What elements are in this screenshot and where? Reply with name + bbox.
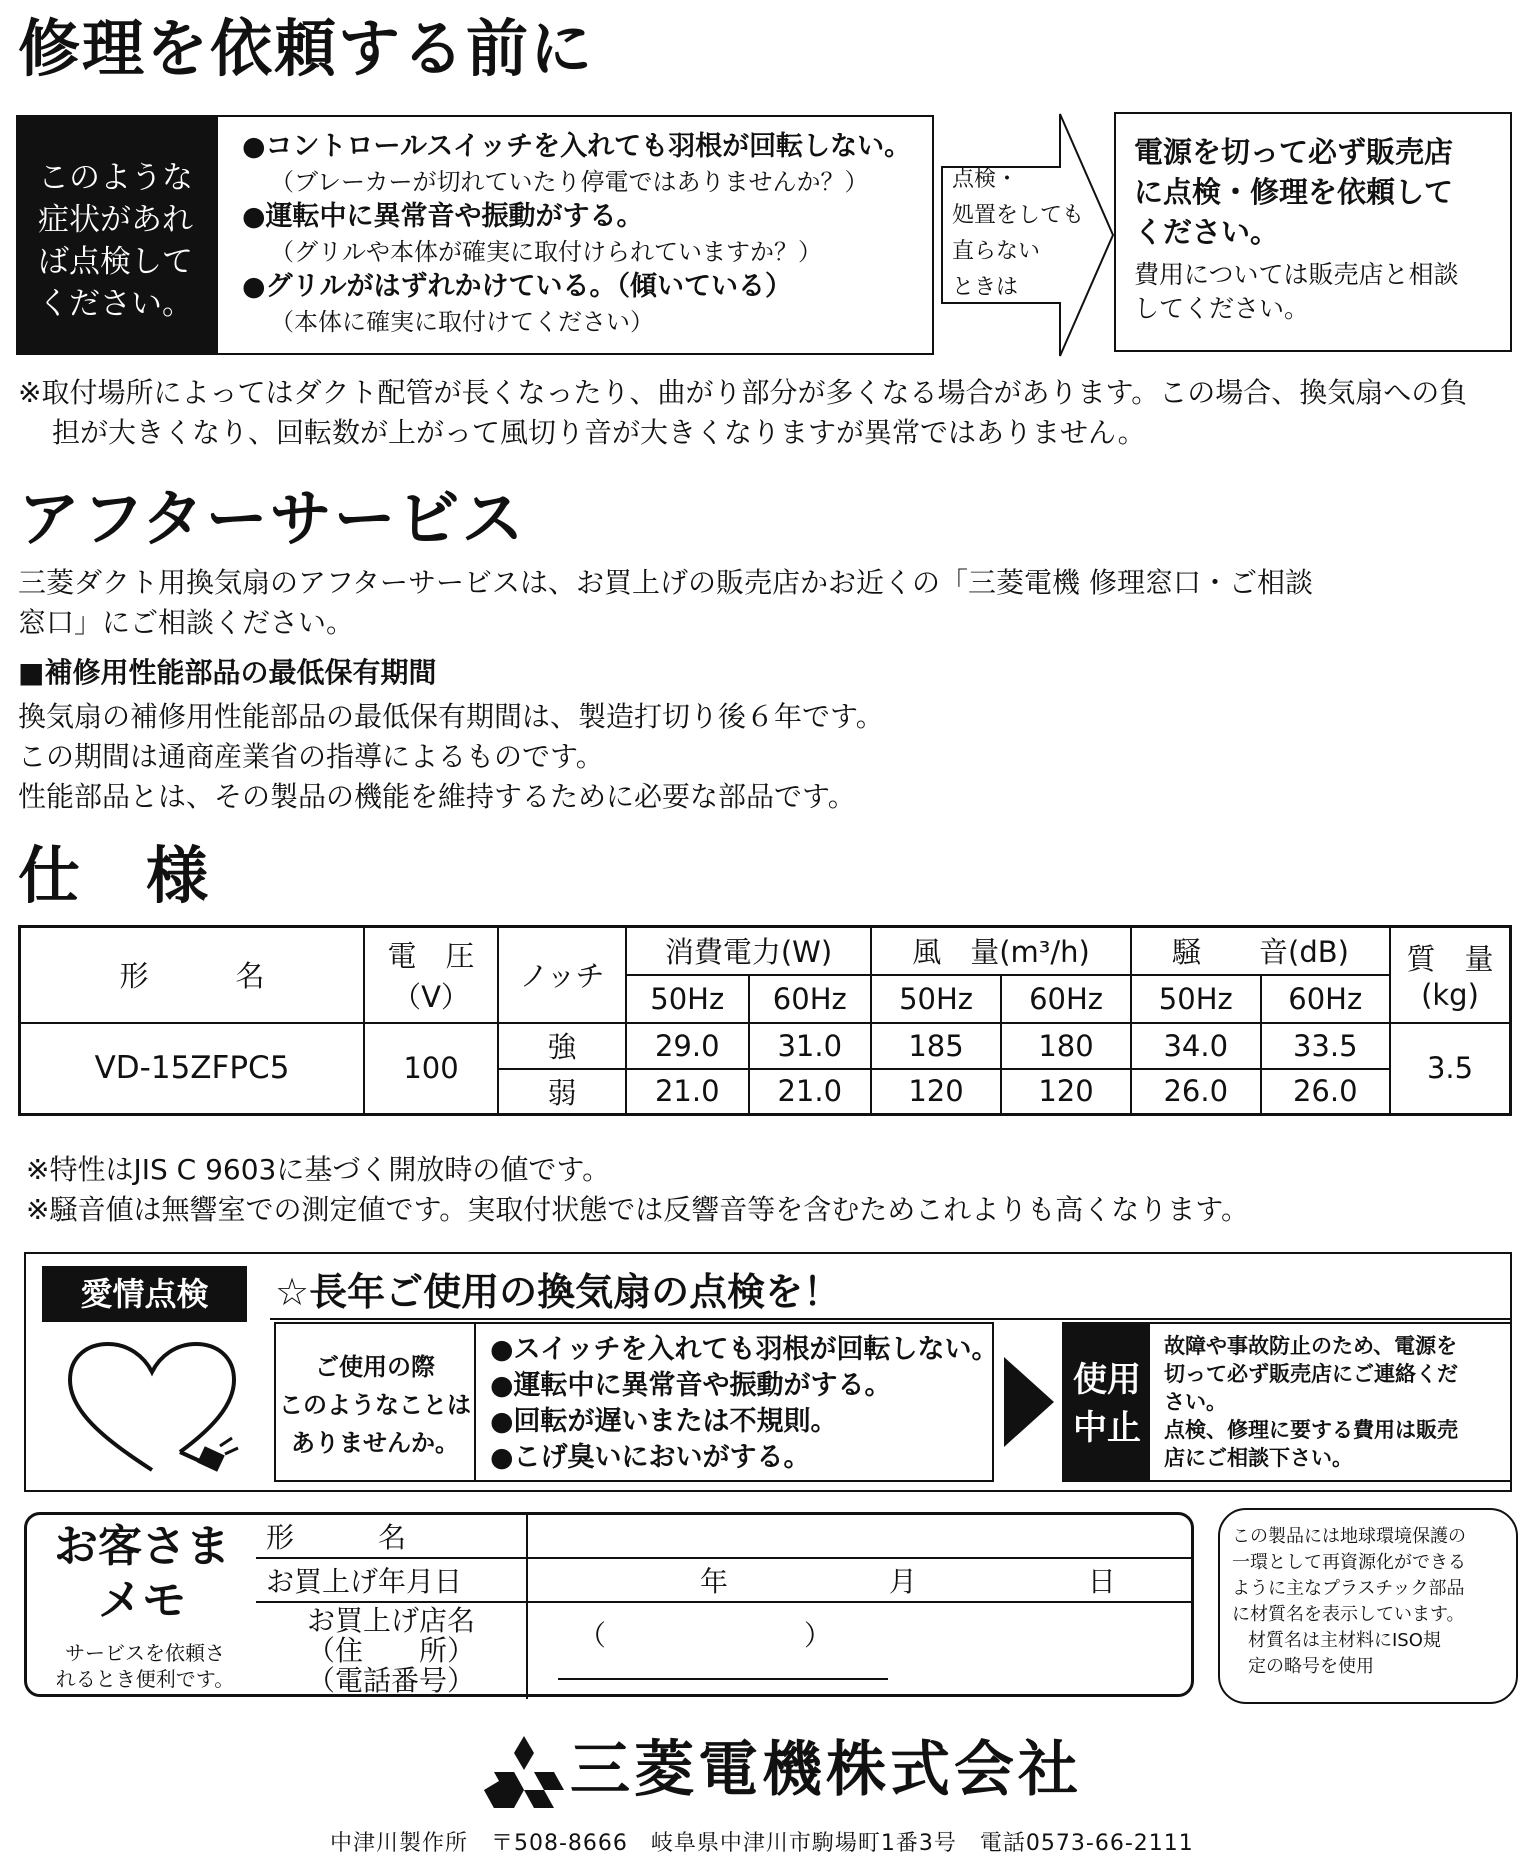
power50-cell: 29.0 bbox=[626, 1023, 749, 1069]
noise60-cell: 33.5 bbox=[1261, 1023, 1391, 1069]
power60-cell: 21.0 bbox=[749, 1069, 872, 1115]
factory-address: 中津川製作所 〒508-8666 岐阜県中津川市駒場町1番3号 電話0573-66-2111 bbox=[330, 1831, 1194, 1856]
spec-notes: ※特性はJIS C 9603に基づく開放時の値です。 ※騒音値は無響室での測定値です。実取付状態では反響音等を含むためこれよりも高くなります。 bbox=[26, 1153, 1249, 1226]
voltage-cell: 100 bbox=[364, 1023, 498, 1115]
list-item: ●回転が遅いまたは不規則。 bbox=[490, 1406, 838, 1437]
header-noise: 騒 音(dB) bbox=[1131, 927, 1390, 975]
symptom-box bbox=[16, 115, 934, 355]
check-items-box bbox=[274, 1322, 999, 1482]
air50-cell: 185 bbox=[871, 1023, 1001, 1069]
header-hz60: 60Hz bbox=[749, 975, 872, 1023]
model-cell: VD-15ZFPC5 bbox=[20, 1023, 365, 1115]
check-question: ご使用の際 このようなことは ありませんか。 bbox=[276, 1324, 476, 1480]
section-title-after-service: アフターサービス bbox=[18, 482, 526, 555]
list-item: ●こげ臭いにおいがする。 bbox=[490, 1442, 811, 1473]
section-title-repair: 修理を依頼する前に bbox=[18, 12, 595, 85]
header-hz60: 60Hz bbox=[1261, 975, 1391, 1023]
memo-form bbox=[256, 1515, 1191, 1699]
symptom-list bbox=[242, 129, 932, 339]
header-voltage: 電 圧 （V） bbox=[364, 927, 498, 1023]
company-logo-icon bbox=[484, 1736, 564, 1808]
symptom-item: ●グリルがはずれかけている。（傾いている） bbox=[242, 271, 793, 302]
inspection-title: ☆長年ご使用の換気扇の点検を！ bbox=[275, 1270, 842, 1314]
stop-use-text: 故障や事故防止のため、電源を 切って必ず販売店にご連絡くだ さい。 点検、修理に要する費用は販売 店にご相談下さい。 bbox=[1164, 1334, 1458, 1470]
header-weight: 質 量 (kg) bbox=[1390, 927, 1511, 1023]
symptom-hint: （ブレーカーが切れていたり停電ではありませんか？） bbox=[270, 168, 869, 196]
memo-title: お客さま メモ bbox=[54, 1521, 230, 1626]
parts-text: 換気扇の補修用性能部品の最低保有期間は、製造打切り後６年です。 この期間は通商産業省の指導によるものです。 性能部品とは、その製品の機能を維持するために必要な部品です。 bbox=[18, 700, 884, 813]
recycling-note: この製品には地球環境保護の 一環として再資源化ができる ように主なプラスチック部品 に材質名を表示しています。 材質名は主材料にISO規 定の略号を使用 bbox=[1218, 1508, 1518, 1704]
divider bbox=[270, 1318, 1510, 1320]
air60-cell: 180 bbox=[1001, 1023, 1131, 1069]
memo-model-field[interactable] bbox=[527, 1515, 1191, 1558]
noise60-cell: 26.0 bbox=[1261, 1069, 1391, 1115]
inspection-tag: 愛情点検 bbox=[42, 1266, 247, 1322]
memo-shop-label: お買上げ店名 （住 所） （電話番号） bbox=[256, 1602, 527, 1699]
symptom-hint: （グリルや本体が確実に取付けられていますか？） bbox=[270, 238, 822, 266]
company-name: 三菱電機株式会社 bbox=[570, 1735, 1082, 1805]
symptom-item: ●運転中に異常音や振動がする。 bbox=[242, 201, 644, 232]
power60-cell: 31.0 bbox=[749, 1023, 872, 1069]
noise50-cell: 34.0 bbox=[1131, 1023, 1260, 1069]
air50-cell: 120 bbox=[871, 1069, 1001, 1115]
symptom-item: ●コントロールスイッチを入れても羽根が回転しない。 bbox=[242, 131, 912, 162]
arrow-right-icon bbox=[1002, 1355, 1056, 1449]
section-title-spec: 仕 様 bbox=[18, 839, 211, 912]
repair-request-box: 電源を切って必ず販売店 に点検・修理を依頼して ください。 費用については販売店と相談 してください。 bbox=[1114, 112, 1512, 352]
header-hz50: 50Hz bbox=[871, 975, 1001, 1023]
symptom-label: このような 症状があれ ば点検して ください。 bbox=[18, 117, 218, 353]
power50-cell: 21.0 bbox=[626, 1069, 749, 1115]
stop-use-box bbox=[1062, 1322, 1512, 1482]
table-row bbox=[20, 1023, 1511, 1069]
check-item-list bbox=[490, 1332, 998, 1476]
weight-cell: 3.5 bbox=[1390, 1023, 1511, 1115]
air60-cell: 120 bbox=[1001, 1069, 1131, 1115]
notch-cell: 弱 bbox=[498, 1069, 626, 1115]
memo-model-label: 形 名 bbox=[256, 1515, 527, 1558]
spec-table bbox=[18, 925, 1512, 1116]
header-notch: ノッチ bbox=[498, 927, 626, 1023]
notch-cell: 強 bbox=[498, 1023, 626, 1069]
heart-plug-icon bbox=[62, 1338, 242, 1478]
header-model: 形 名 bbox=[20, 927, 365, 1023]
noise50-cell: 26.0 bbox=[1131, 1069, 1260, 1115]
list-item: ●スイッチを入れても羽根が回転しない。 bbox=[490, 1334, 999, 1365]
arrow-label: 点検・ 処置をしても 直らない ときは bbox=[952, 167, 1085, 300]
memo-shop-field[interactable]: （ ） bbox=[527, 1602, 1191, 1699]
list-item: ●運転中に異常音や振動がする。 bbox=[490, 1370, 892, 1401]
header-airflow: 風 量(m³/h) bbox=[871, 927, 1131, 975]
header-hz50: 50Hz bbox=[1131, 975, 1260, 1023]
stop-use-tag: 使用 中止 bbox=[1064, 1324, 1150, 1480]
duct-note: ※取付場所によってはダクト配管が長くなったり、曲がり部分が多くなる場合があります。この場合、換気扇への負 担が大きくなり、回転数が上がって風切り音が大きくなりますが異常ではありません。 bbox=[18, 376, 1468, 449]
header-power: 消費電力(W) bbox=[626, 927, 871, 975]
header-hz60: 60Hz bbox=[1001, 975, 1131, 1023]
header-hz50: 50Hz bbox=[626, 975, 749, 1023]
memo-note: サービスを依頼さ れるとき便利です。 bbox=[55, 1641, 235, 1691]
symptom-hint: （本体に確実に取付けてください） bbox=[270, 308, 654, 336]
after-service-intro: 三菱ダクト用換気扇のアフターサービスは、お買上げの販売店かお近くの「三菱電機 修理窓口・ご相談 窓口」にご相談ください。 bbox=[18, 566, 1313, 639]
memo-date-field[interactable]: 年 月 日 bbox=[527, 1558, 1191, 1602]
memo-date-label: お買上げ年月日 bbox=[256, 1558, 527, 1602]
parts-subheading: ■補修用性能部品の最低保有期間 bbox=[18, 656, 437, 689]
